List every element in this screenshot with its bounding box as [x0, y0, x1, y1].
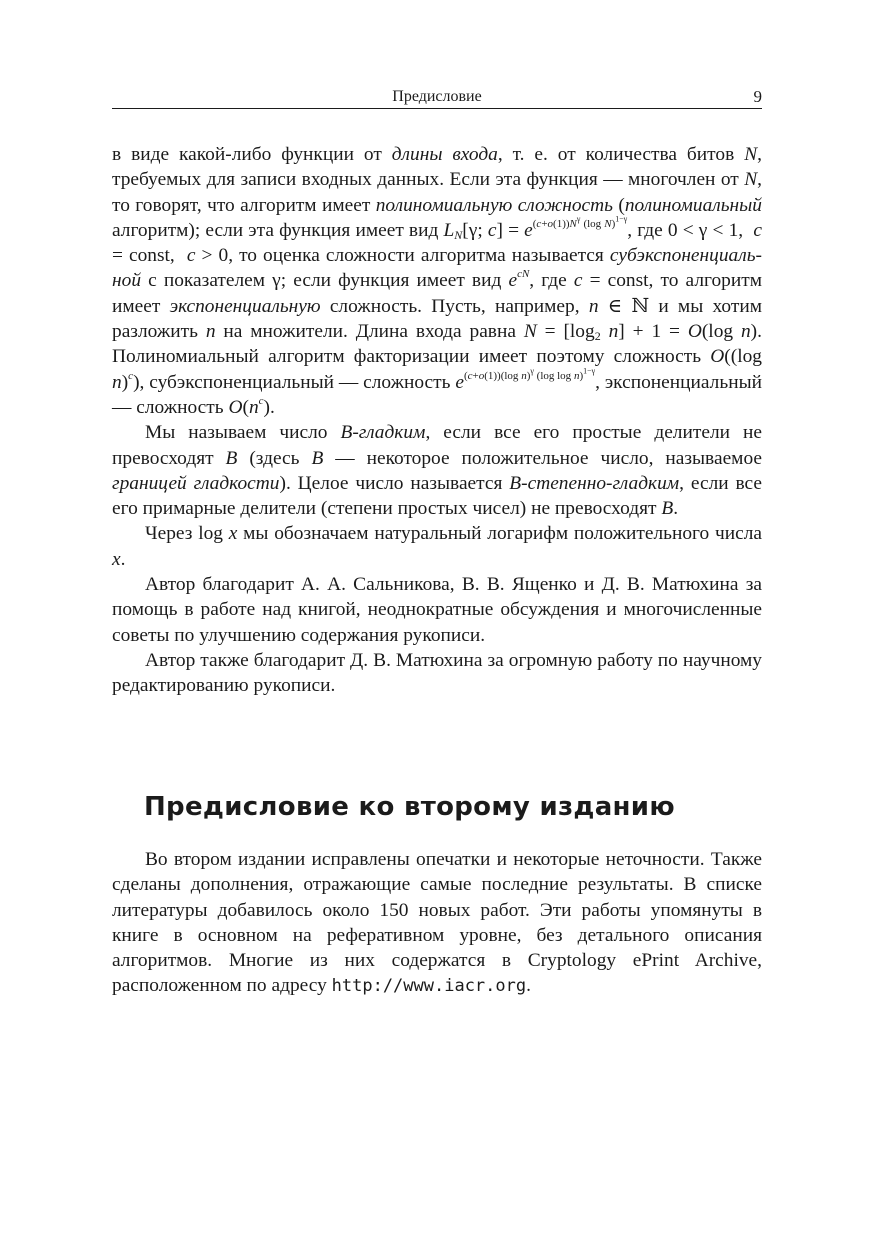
running-header: [112, 86, 762, 109]
formula-input-length: $N = [\log_2$ n] + 1 = O(log n): [523, 321, 758, 344]
text: Через: [145, 523, 199, 545]
text: — некоторое положительное число, называемое: [323, 447, 762, 469]
text: алгоритм); если эта функция имеет вид: [112, 219, 444, 241]
term-b-smooth: B-гладким: [340, 422, 426, 444]
url-link[interactable]: http://www.iacr.org: [331, 976, 527, 997]
text: , экспоненциальный — сложность: [112, 371, 762, 418]
paragraph-4: Автор благодарит А. А. Сальникова, В. В. Ященко и Д. В. Матюхина за помощь в работе над книгой, неоднократные обсуждения и многочисленные советы по улучшению содержания рукописи.: [112, 574, 762, 646]
text: , если все его примарные делители (степени простых чисел) не превосходят: [112, 472, 762, 520]
text: , субэкспоненциальный — сложность: [139, 371, 456, 393]
preface-body: [112, 142, 762, 699]
term-exponential: экспоненциальную: [169, 295, 321, 317]
text: ). Целое число называется: [279, 472, 510, 494]
text: сложность. Пусть, например,: [320, 295, 589, 317]
formula-subexp: $e^{(c+o(1))(log n)^\gamma (log log n)^{1-\gamma}}$: [455, 366, 596, 393]
text: Во втором издании исправлены опечатки и некоторые неточности. Также сделаны дополнения, отражающие самые последние результаты. В списке литературы добавилось около 150 новых работ. Эти работы упомянуты в книге в основном на реферативном уровне, без детального описания алгоритмов. Многие из них содержатся в Cryptology ePrint Archive, расположенном по адресу: [112, 849, 762, 997]
paragraph-2: Мы называем число B-гладким, если все его простые делители не превосходят B (здесь B — некоторое положительное число, называемое границей гладкости). Целое число называется B-степенно-гладким, если все его примарные делители (степени простых чисел) не превосходят B.: [112, 422, 762, 520]
paragraph-1: в виде какой-либо функции от длины входа, т. е. от количества битов N, требуемых для записи входных данных. Если эта функция — многочлен от N, то говорят, что алгоритм имеет полиномиальную сложность (полиномиальный алгоритм); если эта функция имеет вид $L_N[\gamma$; $c] = e^{(c+o(1))N^\gamma (log N)^{1-\gamma}}$, где 0 < γ < 1, c = const, c > 0, то оценка сложности алгоритма называется субэкспоненциальной с показателем γ; если функция имеет вид $e^{cN}$, где c = const, то алгоритм имеет экспоненциальную сложность. Пусть, например, n ∈ ℕ и мы хотим разложить n на множители. Длина входа равна $N = [\log_2$ n] + 1 = O(log n). Полиномиальный алгоритм факторизации имеет поэтому сложность O((log n)$^c$), субэкспоненциальный — сложность $e^{(c+o(1))(log n)^\gamma (log log n)^{1-\gamma}}$, экспоненциальный — сложность $O(n^c)$.: [112, 144, 763, 418]
formula-const: c = const,: [573, 270, 654, 292]
text: мы обозначаем натуральный логарифм положительного числа: [237, 523, 762, 545]
section-heading: Предисловие ко второму изданию: [144, 792, 675, 822]
text: , где: [627, 219, 668, 241]
running-title: Предисловие: [392, 88, 482, 105]
term-subexponential: субэкспоненциальной: [112, 245, 762, 292]
text: . Полиномиальный алгоритм факторизации имеет поэтому сложность: [112, 321, 762, 368]
paragraph-second-edition: Во втором издании исправлены опечатки и некоторые неточности. Также сделаны дополнения, отражающие самые последние результаты. В списке литературы добавилось около 150 новых работ. Эти работы упомянуты в книге в основном на реферативном уровне, без детального описания алгоритмов. Многие из них содержатся в Cryptology ePrint Archive, расположенном по адресу http://www.iacr.org.: [112, 849, 762, 997]
text: (здесь: [237, 447, 312, 469]
text: (: [613, 194, 625, 216]
text: на множители. Длина входа равна: [215, 321, 524, 343]
formula-exp: $O(n^c)$.: [228, 395, 275, 418]
term-input-length: длины входа: [391, 144, 498, 165]
page-number: 9: [753, 87, 762, 106]
text: , то говорят, что алгоритм имеет: [112, 169, 762, 216]
term-b-power-smooth: B-степенно-гладким: [509, 472, 680, 494]
formula-poly: O((log n)$^c$): [112, 346, 762, 393]
text: , где: [529, 270, 574, 292]
formula-LN: $L_N[\gamma$; $c] = e^{(c+o(1))N^\gamma (log N)^{1-\gamma}}$: [443, 214, 628, 242]
text: , если все его простые делители не превосходят: [112, 422, 762, 469]
text: , т. е. от количества битов: [497, 144, 745, 165]
paragraph-3: Через log x мы обозначаем натуральный логарифм положительного числа x.: [112, 523, 762, 570]
term-smoothness-bound: границей гладкости: [112, 472, 280, 494]
text: то алгоритм имеет: [112, 270, 762, 317]
second-edition-body: [112, 847, 762, 1000]
text: в виде какой-либо функции от: [112, 144, 392, 165]
text: то оценка сложности алгоритма называется: [233, 245, 610, 267]
text: , требуемых для записи входных данных. Если эта функция — многочлен от: [112, 144, 762, 191]
text: и мы хотим разложить: [112, 295, 762, 343]
paragraph-5: Автор также благодарит Д. В. Матюхина за огромную работу по научному редактированию рукописи.: [112, 649, 762, 697]
term-polynomial: полиномиальный: [624, 194, 762, 216]
term-polynomial-complexity: полиномиальную сложность: [375, 194, 613, 216]
text: с показателем γ; если функция имеет вид: [141, 270, 509, 292]
formula-ecN: $e^{cN}$: [508, 268, 530, 292]
formula-n-in-N: n ∈ ℕ: [588, 295, 650, 317]
text: Мы называем число: [145, 422, 341, 444]
formula-conditions: 0 < γ < 1, c = const, c > 0,: [112, 219, 763, 267]
